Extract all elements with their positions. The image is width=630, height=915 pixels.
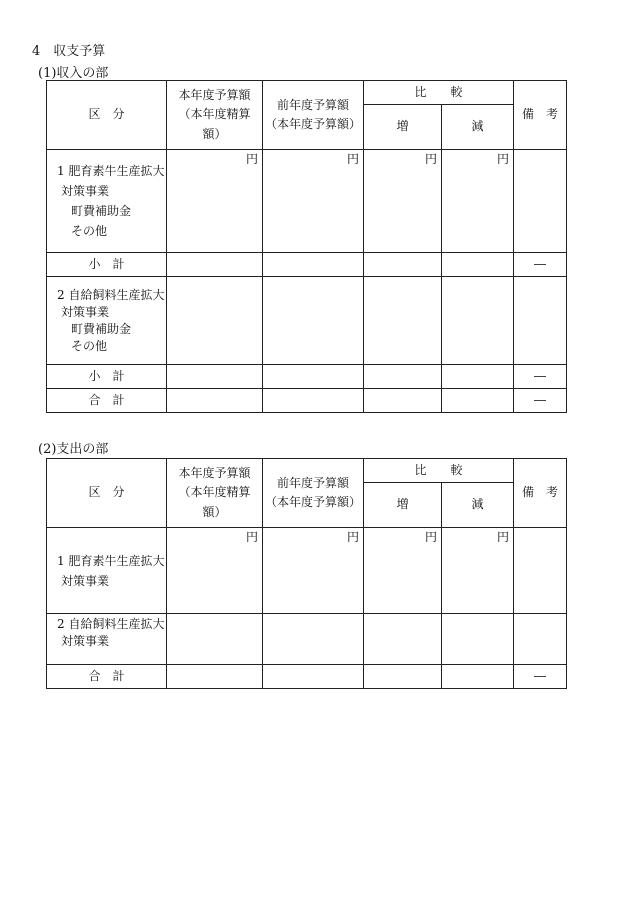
header-remarks: 備 考 [514,459,567,528]
section-heading: 4 収支予算 [32,44,106,59]
header-decrease: 減 [442,105,514,150]
unit-yen: 円 [442,528,514,614]
header-current-line3: 額） [202,504,227,519]
income-title: (1)収入の部 [38,66,109,81]
header-previous-line1: 前年度予算額 [276,97,349,112]
income-group2-label [47,277,167,365]
income-table [46,80,567,413]
header-compare: 比 較 [364,81,514,105]
header-category: 区 分 [47,459,167,528]
group1-line2: 対策事業 [61,573,110,588]
header-previous-line2: （本年度予算額） [264,495,361,509]
empty-cell [167,614,263,665]
header-previous-budget [263,81,364,150]
empty-cell [364,365,442,389]
empty-cell [167,665,263,689]
unit-yen: 円 [364,528,442,614]
empty-cell [167,389,263,413]
expense-title: (2)支出の部 [38,442,109,457]
empty-cell [364,277,442,365]
header-current-line2: （本年度精算 [178,107,251,122]
header-increase: 増 [364,105,442,150]
remarks-dash: ― [514,389,567,413]
header-remarks: 備 考 [514,81,567,150]
empty-cell [442,277,514,365]
header-current-line1: 本年度予算額 [178,88,251,103]
unit-yen: 円 [167,528,263,614]
header-current-line2: （本年度精算 [178,485,251,500]
income-group1-label [47,150,167,253]
group1-line4: その他 [71,224,108,238]
group1-line2: 対策事業 [61,184,110,198]
income-subtotal1-label: 小 計 [47,253,167,277]
remarks-dash: ― [514,253,567,277]
empty-cell [442,253,514,277]
empty-cell [263,277,364,365]
unit-yen: 円 [364,150,442,253]
expense-group2-label [47,614,167,665]
empty-cell [364,614,442,665]
expense-group1-label [47,528,167,614]
empty-cell [442,614,514,665]
empty-cell [167,277,263,365]
group1-line1: 1 肥育素牛生産拡大 [57,164,165,178]
empty-cell [167,253,263,277]
header-previous-budget [263,459,364,528]
group2-line2: 対策事業 [61,634,110,648]
header-compare: 比 較 [364,459,514,483]
unit-yen: 円 [263,150,364,253]
empty-cell [442,665,514,689]
header-current-budget [167,459,263,528]
empty-cell [263,253,364,277]
group1-line3: 町費補助金 [71,204,132,218]
header-category: 区 分 [47,81,167,150]
unit-yen: 円 [167,150,263,253]
group2-line2: 対策事業 [61,304,110,319]
income-subtotal2-label: 小 計 [47,365,167,389]
empty-cell [263,389,364,413]
header-current-budget [167,81,263,150]
empty-cell [364,665,442,689]
empty-cell [514,528,567,614]
header-current-line3: 額） [202,126,227,141]
expense-table [46,458,567,689]
remarks-dash: ― [514,665,567,689]
header-current-line1: 本年度予算額 [178,466,251,481]
empty-cell [442,389,514,413]
empty-cell [263,614,364,665]
remarks-dash: ― [514,365,567,389]
header-previous-line2: （本年度予算額） [264,117,361,131]
expense-total-label: 合 計 [47,665,167,689]
empty-cell [514,150,567,253]
empty-cell [263,665,364,689]
group2-line3: 町費補助金 [71,321,132,336]
group1-line1: 1 肥育素牛生産拡大 [57,553,165,568]
empty-cell [442,365,514,389]
group2-line1: 2 自給飼料生産拡大 [57,617,165,631]
empty-cell [514,614,567,665]
unit-yen: 円 [263,528,364,614]
empty-cell [514,277,567,365]
unit-yen: 円 [442,150,514,253]
group2-line4: その他 [71,338,108,353]
empty-cell [167,365,263,389]
header-decrease: 減 [442,483,514,528]
income-total-label: 合 計 [47,389,167,413]
header-increase: 増 [364,483,442,528]
group2-line1: 2 自給飼料生産拡大 [57,287,165,302]
empty-cell [364,253,442,277]
empty-cell [364,389,442,413]
header-previous-line1: 前年度予算額 [276,475,349,490]
empty-cell [263,365,364,389]
